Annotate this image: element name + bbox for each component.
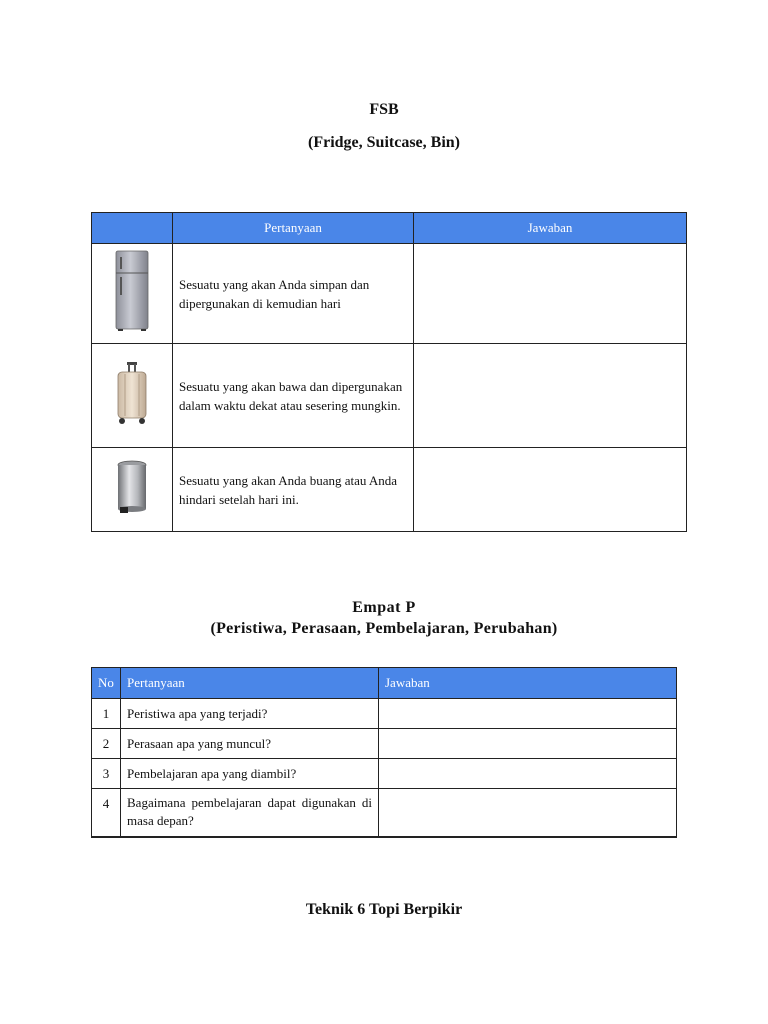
bin-icon: [92, 448, 173, 532]
ep-row-4: [92, 789, 677, 837]
ep-row-2-no: 2: [92, 729, 121, 759]
ep-row-3-question: Pembelajaran apa yang diambil?: [121, 759, 379, 789]
fsb-header-answer: Jawaban: [414, 213, 687, 244]
ep-row-4-no: 4: [92, 789, 121, 837]
suitcase-icon: [92, 344, 173, 448]
empat-p-title: Empat P: [352, 599, 416, 616]
ep-row-3: [92, 759, 677, 789]
ep-header-answer: Jawaban: [379, 668, 677, 699]
fsb-subtitle: (Fridge, Suitcase, Bin): [308, 134, 460, 151]
ep-row-2-question: Perasaan apa yang muncul?: [121, 729, 379, 759]
ep-row-3-no: 3: [92, 759, 121, 789]
ep-header-question: Pertanyaan: [121, 668, 379, 699]
fsb-row-suitcase: [92, 344, 687, 448]
ep-row-1-no: 1: [92, 699, 121, 729]
ep-row-4-answer[interactable]: [379, 789, 677, 837]
teknik-title: Teknik 6 Topi Berpikir: [305, 901, 463, 918]
ep-row-1-question: Peristiwa apa yang terjadi?: [121, 699, 379, 729]
fsb-answer-2[interactable]: [414, 344, 687, 448]
fsb-question-2: Sesuatu yang akan bawa dan dipergunakan dalam waktu dekat atau sesering mungkin.: [173, 344, 414, 448]
ep-row-2-answer[interactable]: [379, 729, 677, 759]
ep-header-no: No: [92, 668, 121, 699]
ep-row-1-answer[interactable]: [379, 699, 677, 729]
ep-row-2: [92, 729, 677, 759]
fsb-question-1: Sesuatu yang akan Anda simpan dan dipergunakan di kemudian hari: [173, 244, 414, 344]
ep-row-3-answer[interactable]: [379, 759, 677, 789]
fsb-header-question: Pertanyaan: [173, 213, 414, 244]
empat-p-subtitle: (Peristiwa, Perasaan, Pembelajaran, Perubahan): [210, 620, 558, 637]
empat-p-table: [91, 667, 677, 838]
fsb-answer-3[interactable]: [414, 448, 687, 532]
fsb-header-blank: [92, 213, 173, 244]
fsb-answer-1[interactable]: [414, 244, 687, 344]
fsb-row-bin: [92, 448, 687, 532]
fridge-icon: [92, 244, 173, 344]
fsb-header-row: [92, 213, 687, 244]
fsb-question-3: Sesuatu yang akan Anda buang atau Anda hindari setelah hari ini.: [173, 448, 414, 532]
fsb-title: FSB: [369, 101, 399, 118]
fsb-row-fridge: [92, 244, 687, 344]
ep-row-4-question: Bagaimana pembelajaran dapat digunakan di masa depan?: [121, 789, 379, 837]
ep-row-1: [92, 699, 677, 729]
fsb-table: [91, 212, 687, 532]
ep-header-row: [92, 668, 677, 699]
